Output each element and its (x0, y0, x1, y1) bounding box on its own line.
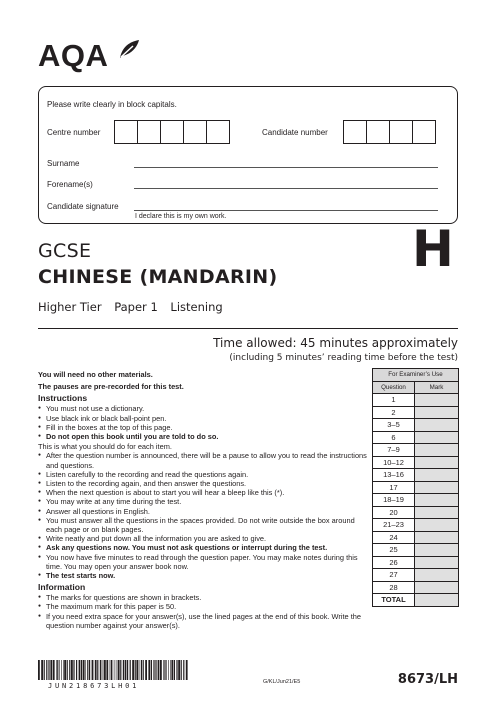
examiner-row (373, 519, 459, 532)
barcode-bar (166, 660, 167, 680)
barcode-bar (181, 660, 182, 680)
barcode-bar (56, 660, 57, 680)
list-item: ● You must not use a dictionary. (38, 404, 368, 413)
centre-number-boxes[interactable] (115, 120, 230, 144)
question-number: 1 (373, 394, 415, 407)
list-item: ● When the next question is about to start you will hear a bleep like this (*). (38, 488, 368, 497)
centre-number-label: Centre number (47, 128, 101, 137)
total-mark-cell[interactable] (415, 594, 459, 607)
time-note: (including 5 minutes’ reading time before the test) (229, 353, 458, 363)
barcode-bar (115, 660, 116, 680)
barcode-bar (148, 660, 150, 680)
examiner-row (373, 569, 459, 582)
barcode-bar (95, 660, 97, 680)
barcode-bar (120, 660, 121, 680)
list-item: ● The test starts now. (38, 571, 368, 580)
item-instructions-list (38, 451, 368, 580)
aqa-logo (38, 40, 108, 71)
mark-cell[interactable] (415, 531, 459, 544)
barcode-bar (71, 660, 73, 680)
mark-cell[interactable] (415, 519, 459, 532)
centre-digit-box[interactable] (114, 120, 138, 144)
list-item: ● Fill in the boxes at the top of this page. (38, 423, 368, 432)
list-item: ● After the question number is announced, there will be a pause to allow you to read the instructions and questions. (38, 451, 368, 469)
question-number: 20 (373, 506, 415, 519)
barcode-text: JUN218673LH01 (48, 682, 140, 690)
mark-cell[interactable] (415, 569, 459, 582)
question-col-header: Question (373, 381, 415, 394)
paper-reference: G/KL/Jun21/E5 (263, 679, 301, 685)
barcode-bar (104, 660, 106, 680)
question-number: 10–12 (373, 456, 415, 469)
paper-number: Paper 1 (114, 300, 158, 314)
mark-cell[interactable] (415, 556, 459, 569)
question-number: 3–5 (373, 419, 415, 432)
barcode-bar (143, 660, 144, 680)
examiner-row (373, 394, 459, 407)
barcode-bar (163, 660, 164, 680)
paper-code: 8673/LH (397, 672, 458, 687)
leaf-icon (118, 38, 140, 60)
candidate-number-label: Candidate number (262, 128, 328, 137)
centre-digit-box[interactable] (160, 120, 184, 144)
examiner-row (373, 431, 459, 444)
barcode-bar (117, 660, 118, 680)
barcode-bar (38, 660, 40, 680)
question-number: 13–16 (373, 469, 415, 482)
question-number: 2 (373, 406, 415, 419)
candidate-number-boxes[interactable] (344, 120, 436, 144)
barcode-bar (139, 660, 140, 680)
list-item: ● You must answer all the questions in the spaces provided. Do not write outside the box around each page or on blank pages. (38, 516, 368, 534)
question-number: 18–19 (373, 494, 415, 507)
tier-letter: H (412, 220, 454, 278)
barcode-bar (127, 660, 128, 680)
barcode-bar (79, 660, 81, 680)
mark-cell[interactable] (415, 431, 459, 444)
barcode-bar (136, 660, 138, 680)
barcode-bar (186, 660, 188, 680)
barcode-bar (141, 660, 142, 680)
question-number: 21–23 (373, 519, 415, 532)
barcode-bar (46, 660, 47, 680)
examiner-row (373, 456, 459, 469)
barcode-bar (81, 660, 82, 680)
barcode-bar (160, 660, 162, 680)
barcode-bar (113, 660, 114, 680)
barcode-bar (145, 660, 147, 680)
tier-text: Higher Tier (38, 300, 102, 314)
barcode-bar (132, 660, 134, 680)
examiner-row (373, 406, 459, 419)
list-item: ● Write neatly and put down all the information you are asked to give. (38, 534, 368, 543)
information-heading: Information (38, 582, 86, 593)
candidate-digit-box[interactable] (412, 120, 436, 144)
question-number: 17 (373, 481, 415, 494)
examiner-row (373, 419, 459, 432)
examiner-row (373, 556, 459, 569)
mark-cell[interactable] (415, 494, 459, 507)
examiner-row (373, 531, 459, 544)
examiner-row (373, 506, 459, 519)
list-item: ● Answer all questions in English. (38, 507, 368, 516)
examiner-row (373, 481, 459, 494)
barcode-bar (97, 660, 98, 680)
barcode-bar (168, 660, 169, 680)
barcode-bar (155, 660, 156, 680)
barcode-bar (89, 660, 90, 680)
each-item-note: This is what you should do for each item. (38, 442, 172, 452)
barcode-bar (125, 660, 127, 680)
forenames-label: Forename(s) (47, 180, 93, 189)
barcode-bar (164, 660, 165, 680)
mark-cell[interactable] (415, 481, 459, 494)
question-number: 24 (373, 531, 415, 544)
list-item: ● You now have five minutes to read through the question paper. You may make notes during this time. You may open your answer book now. (38, 553, 368, 571)
candidate-digit-box[interactable] (343, 120, 367, 144)
mark-cell[interactable] (415, 456, 459, 469)
examiner-row (373, 544, 459, 557)
declaration-text: I declare this is my own work. (135, 213, 227, 220)
information-list (38, 593, 368, 630)
barcode-bar (83, 660, 85, 680)
barcode-bar (50, 660, 52, 680)
barcode-bar (103, 660, 104, 680)
time-allowed: Time allowed: 45 minutes approximately (213, 336, 458, 350)
list-item: ● You may write at any time during the test. (38, 497, 368, 506)
barcode-bar (135, 660, 136, 680)
barcode-bar (76, 660, 77, 680)
barcode-bar (57, 660, 58, 680)
qualification-title: GCSE (38, 240, 92, 262)
instructions-panel (38, 370, 368, 630)
barcode-bar (174, 660, 175, 680)
barcode-bar (156, 660, 157, 680)
surname-label: Surname (47, 159, 80, 168)
surname-line[interactable] (134, 167, 438, 168)
barcode-bar (59, 660, 60, 680)
mark-cell[interactable] (415, 444, 459, 457)
candidate-digit-box[interactable] (389, 120, 413, 144)
mark-cell[interactable] (415, 581, 459, 594)
total-label: TOTAL (373, 594, 415, 607)
barcode-bar (158, 660, 160, 680)
barcode-bar (153, 660, 154, 680)
examiner-title: For Examiner’s Use (373, 369, 459, 382)
barcode-bar (111, 660, 112, 680)
examiner-table (372, 368, 459, 607)
question-number: 7–9 (373, 444, 415, 457)
barcode-bar (151, 660, 152, 680)
barcode-bar (100, 660, 101, 680)
question-number: 28 (373, 581, 415, 594)
barcode-bar (63, 660, 64, 680)
paper-details (38, 300, 232, 314)
question-number: 6 (373, 431, 415, 444)
list-item: ● The marks for questions are shown in brackets. (38, 593, 368, 602)
barcode-bar (44, 660, 45, 680)
pauses-note: The pauses are pre-recorded for this test. (38, 382, 184, 392)
barcode-bar (118, 660, 120, 680)
instructions-list (38, 404, 368, 441)
barcode-bar (67, 660, 68, 680)
signature-label: Candidate signature (47, 202, 119, 211)
list-item: ● If you need extra space for your answer(s), use the lined pages at the end of this book. Write the question number against your answer(s). (38, 612, 368, 630)
centre-digit-box[interactable] (183, 120, 207, 144)
list-item: ● Ask any questions now. You must not ask questions or interrupt during the test. (38, 543, 368, 552)
barcode-bar (41, 660, 43, 680)
mark-cell[interactable] (415, 394, 459, 407)
forenames-line[interactable] (134, 188, 438, 189)
list-item: ● Listen to the recording again, and then answer the questions. (38, 479, 368, 488)
barcode-bar (176, 660, 177, 680)
divider (38, 328, 458, 329)
signature-line[interactable] (134, 210, 438, 211)
question-number: 27 (373, 569, 415, 582)
list-item: ● Do not open this book until you are told to do so. (38, 432, 368, 441)
barcode-bar (48, 660, 49, 680)
mark-cell[interactable] (415, 469, 459, 482)
component-text: Listening (170, 300, 223, 314)
subject-title: CHINESE (MANDARIN) (38, 266, 278, 288)
list-item: ● The maximum mark for this paper is 50. (38, 602, 368, 611)
question-number: 26 (373, 556, 415, 569)
instructions-heading: Instructions (38, 393, 88, 404)
mark-cell[interactable] (415, 544, 459, 557)
examiner-row (373, 444, 459, 457)
barcode-bar (87, 660, 88, 680)
mark-cell[interactable] (415, 506, 459, 519)
question-number: 25 (373, 544, 415, 557)
barcode-bar (106, 660, 108, 680)
mark-cell[interactable] (415, 406, 459, 419)
examiner-row (373, 494, 459, 507)
examiner-row (373, 469, 459, 482)
logo-text: AQA (38, 38, 109, 73)
barcode-bar (69, 660, 70, 680)
barcode-bar (61, 660, 62, 680)
barcode-bar (85, 660, 86, 680)
barcode-bar (183, 660, 184, 680)
barcode-bar (130, 660, 131, 680)
list-item: ● Listen carefully to the recording and read the questions again. (38, 470, 368, 479)
candidate-digit-box[interactable] (366, 120, 390, 144)
mark-col-header: Mark (415, 381, 459, 394)
barcode-bar (92, 660, 94, 680)
barcode-bar (110, 660, 111, 680)
barcode-bar (123, 660, 124, 680)
examiner-row (373, 581, 459, 594)
centre-digit-box[interactable] (206, 120, 230, 144)
barcode-bar (171, 660, 173, 680)
centre-digit-box[interactable] (137, 120, 161, 144)
barcode (38, 660, 188, 680)
barcode-bar (53, 660, 55, 680)
mark-cell[interactable] (415, 419, 459, 432)
barcode-bar (178, 660, 180, 680)
barcode-bar (64, 660, 66, 680)
materials-note: You will need no other materials. (38, 370, 153, 379)
list-item: ● Use black ink or black ball-point pen. (38, 414, 368, 423)
barcode-bar (170, 660, 171, 680)
barcode-bar (49, 660, 50, 680)
barcode-bar (102, 660, 103, 680)
block-capitals-note: Please write clearly in block capitals. (47, 100, 177, 109)
barcode-bar (73, 660, 74, 680)
total-row (373, 594, 459, 607)
